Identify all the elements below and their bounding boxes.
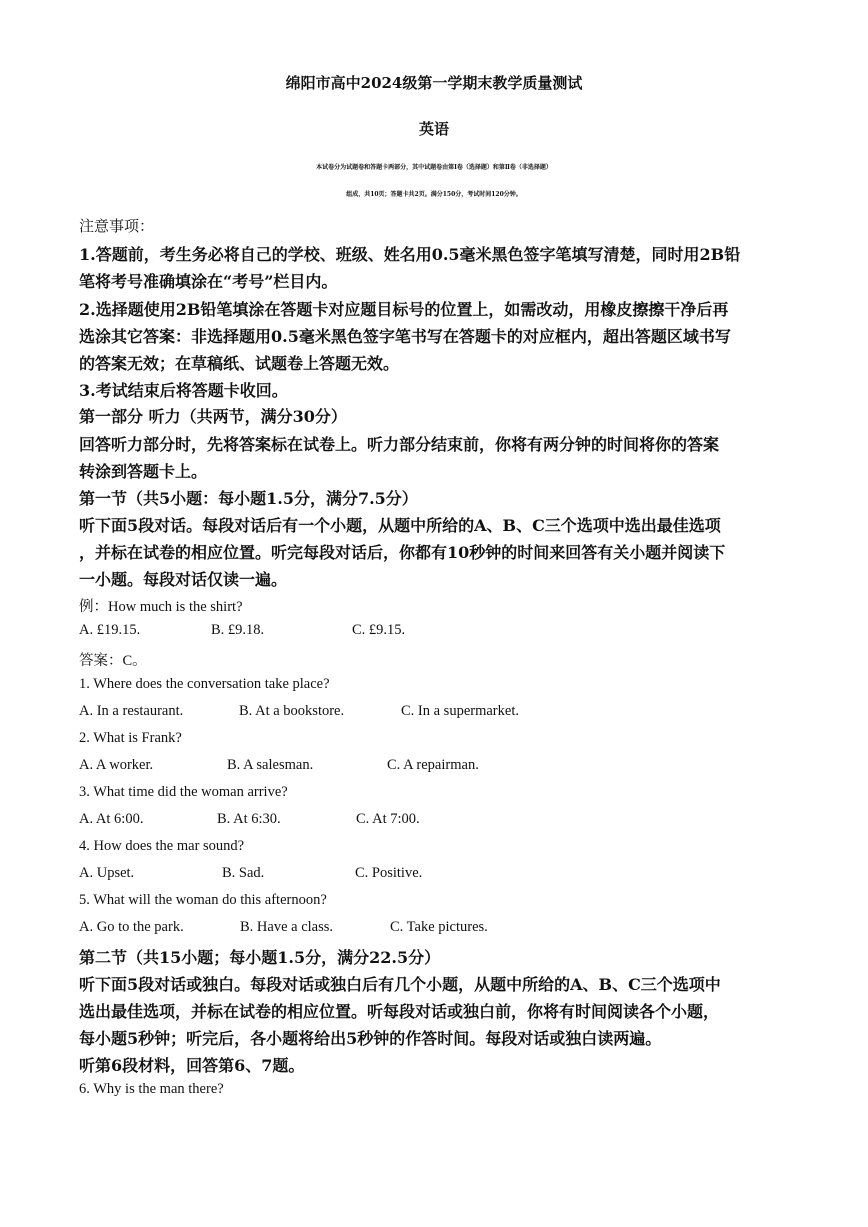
- example-option-a: A. £19.15.: [79, 622, 141, 638]
- section1-desc-line-1: 听下面5段对话。每段对话后有一个小题，从题中所给的A、B、C三个选项中选出最佳选项: [79, 516, 721, 535]
- q3-option-a: A. At 6:00.: [79, 811, 144, 827]
- q3-option-b: B. At 6:30.: [217, 811, 281, 827]
- q1-option-c: C. In a supermarket.: [401, 703, 519, 719]
- section2-desc-line-1: 听下面5段对话或独白。每段对话或独白后有几个小题，从题中所给的A、B、C三个选项中: [79, 975, 721, 994]
- section1-heading: 第一节（共5小题：每小题1.5分，满分7.5分）: [79, 489, 418, 508]
- section1-desc-line-3: 一小题。每段对话仅读一遍。: [79, 570, 288, 589]
- q1-option-b: B. At a bookstore.: [239, 703, 345, 719]
- example-question: 例：How much is the shirt?: [79, 599, 243, 615]
- q1-option-a: A. In a restaurant.: [79, 703, 184, 719]
- section2-desc-line-3: 每小题5秒钟；听完后，各小题将给出5秒钟的作答时间。每段对话或独白读两遍。: [79, 1029, 662, 1048]
- notice-item-2-line-1: 2.选择题使用2B铅笔填涂在答题卡对应题目标号的位置上，如需改动，用橡皮擦擦干净后再: [79, 300, 729, 319]
- q5-option-c: C. Take pictures.: [390, 919, 488, 935]
- notice-item-2-line-2: 选涂其它答案：非选择题用0.5毫米黑色签字笔书写在答题卡的对应框内，超出答题区域书写: [79, 327, 731, 346]
- section2-heading: 第二节（共15小题；每小题1.5分，满分22.5分）: [79, 948, 441, 967]
- question-3: 3. What time did the woman arrive?: [79, 784, 288, 800]
- q2-option-c: C. A repairman.: [387, 757, 479, 773]
- notice-item-3: 3.考试结束后将答题卡收回。: [79, 381, 288, 400]
- question-4: 4. How does the mar sound?: [79, 838, 245, 854]
- intro-line-2: 组成，共10页；答题卡共2页。满分150分，考试时间120分钟。: [346, 191, 522, 198]
- section1-desc-line-2: ，并标在试卷的相应位置。听完每段对话后，你都有10秒钟的时间来回答有关小题并阅读下: [79, 543, 726, 562]
- notice-item-1-line-1: 1.答题前，考生务必将自己的学校、班级、姓名用0.5毫米黑色签字笔填写清楚，同时用2B铅: [79, 245, 741, 264]
- example-answer: 答案：C。: [79, 653, 147, 669]
- notice-heading: 注意事项：: [79, 217, 155, 235]
- q4-option-c: C. Positive.: [355, 865, 423, 881]
- q4-option-a: A. Upset.: [79, 865, 135, 881]
- question-2: 2. What is Frank?: [79, 730, 182, 746]
- intro-line-1: 本试卷分为试题卷和答题卡两部分，其中试题卷由第Ⅰ卷（选择题）和第Ⅱ卷（非选择题）: [316, 164, 552, 171]
- q2-option-a: A. A worker.: [79, 757, 154, 773]
- question-1: 1. Where does the conversation take place?: [79, 676, 330, 692]
- question-5: 5. What will the woman do this afternoon?: [79, 892, 327, 908]
- section2-material-instruction: 听第6段材料，回答第6、7题。: [79, 1056, 305, 1075]
- part1-desc-line-1: 回答听力部分时，先将答案标在试卷上。听力部分结束前，你将有两分钟的时间将你的答案: [79, 435, 720, 454]
- question-6: 6. Why is the man there?: [79, 1081, 224, 1097]
- q4-option-b: B. Sad.: [222, 865, 265, 881]
- example-option-c: C. £9.15.: [352, 622, 406, 638]
- part1-heading: 第一部分 听力（共两节，满分30分）: [79, 407, 347, 426]
- q3-option-c: C. At 7:00.: [356, 811, 420, 827]
- notice-item-1-line-2: 笔将考号准确填涂在“考号”栏目内。: [79, 272, 338, 291]
- subject-title: 英语: [418, 120, 449, 138]
- q5-option-b: B. Have a class.: [240, 919, 334, 935]
- exam-title: 绵阳市高中2024级第一学期末教学质量测试: [285, 74, 583, 92]
- section2-desc-line-2: 选出最佳选项，并标在试卷的相应位置。听每段对话或独白前，你将有时间阅读各个小题，: [79, 1002, 720, 1021]
- part1-desc-line-2: 转涂到答题卡上。: [79, 462, 208, 481]
- notice-item-2-line-3: 的答案无效；在草稿纸、试题卷上答题无效。: [79, 354, 400, 373]
- q2-option-b: B. A salesman.: [227, 757, 314, 773]
- q5-option-a: A. Go to the park.: [79, 919, 184, 935]
- example-option-b: B. £9.18.: [211, 622, 265, 638]
